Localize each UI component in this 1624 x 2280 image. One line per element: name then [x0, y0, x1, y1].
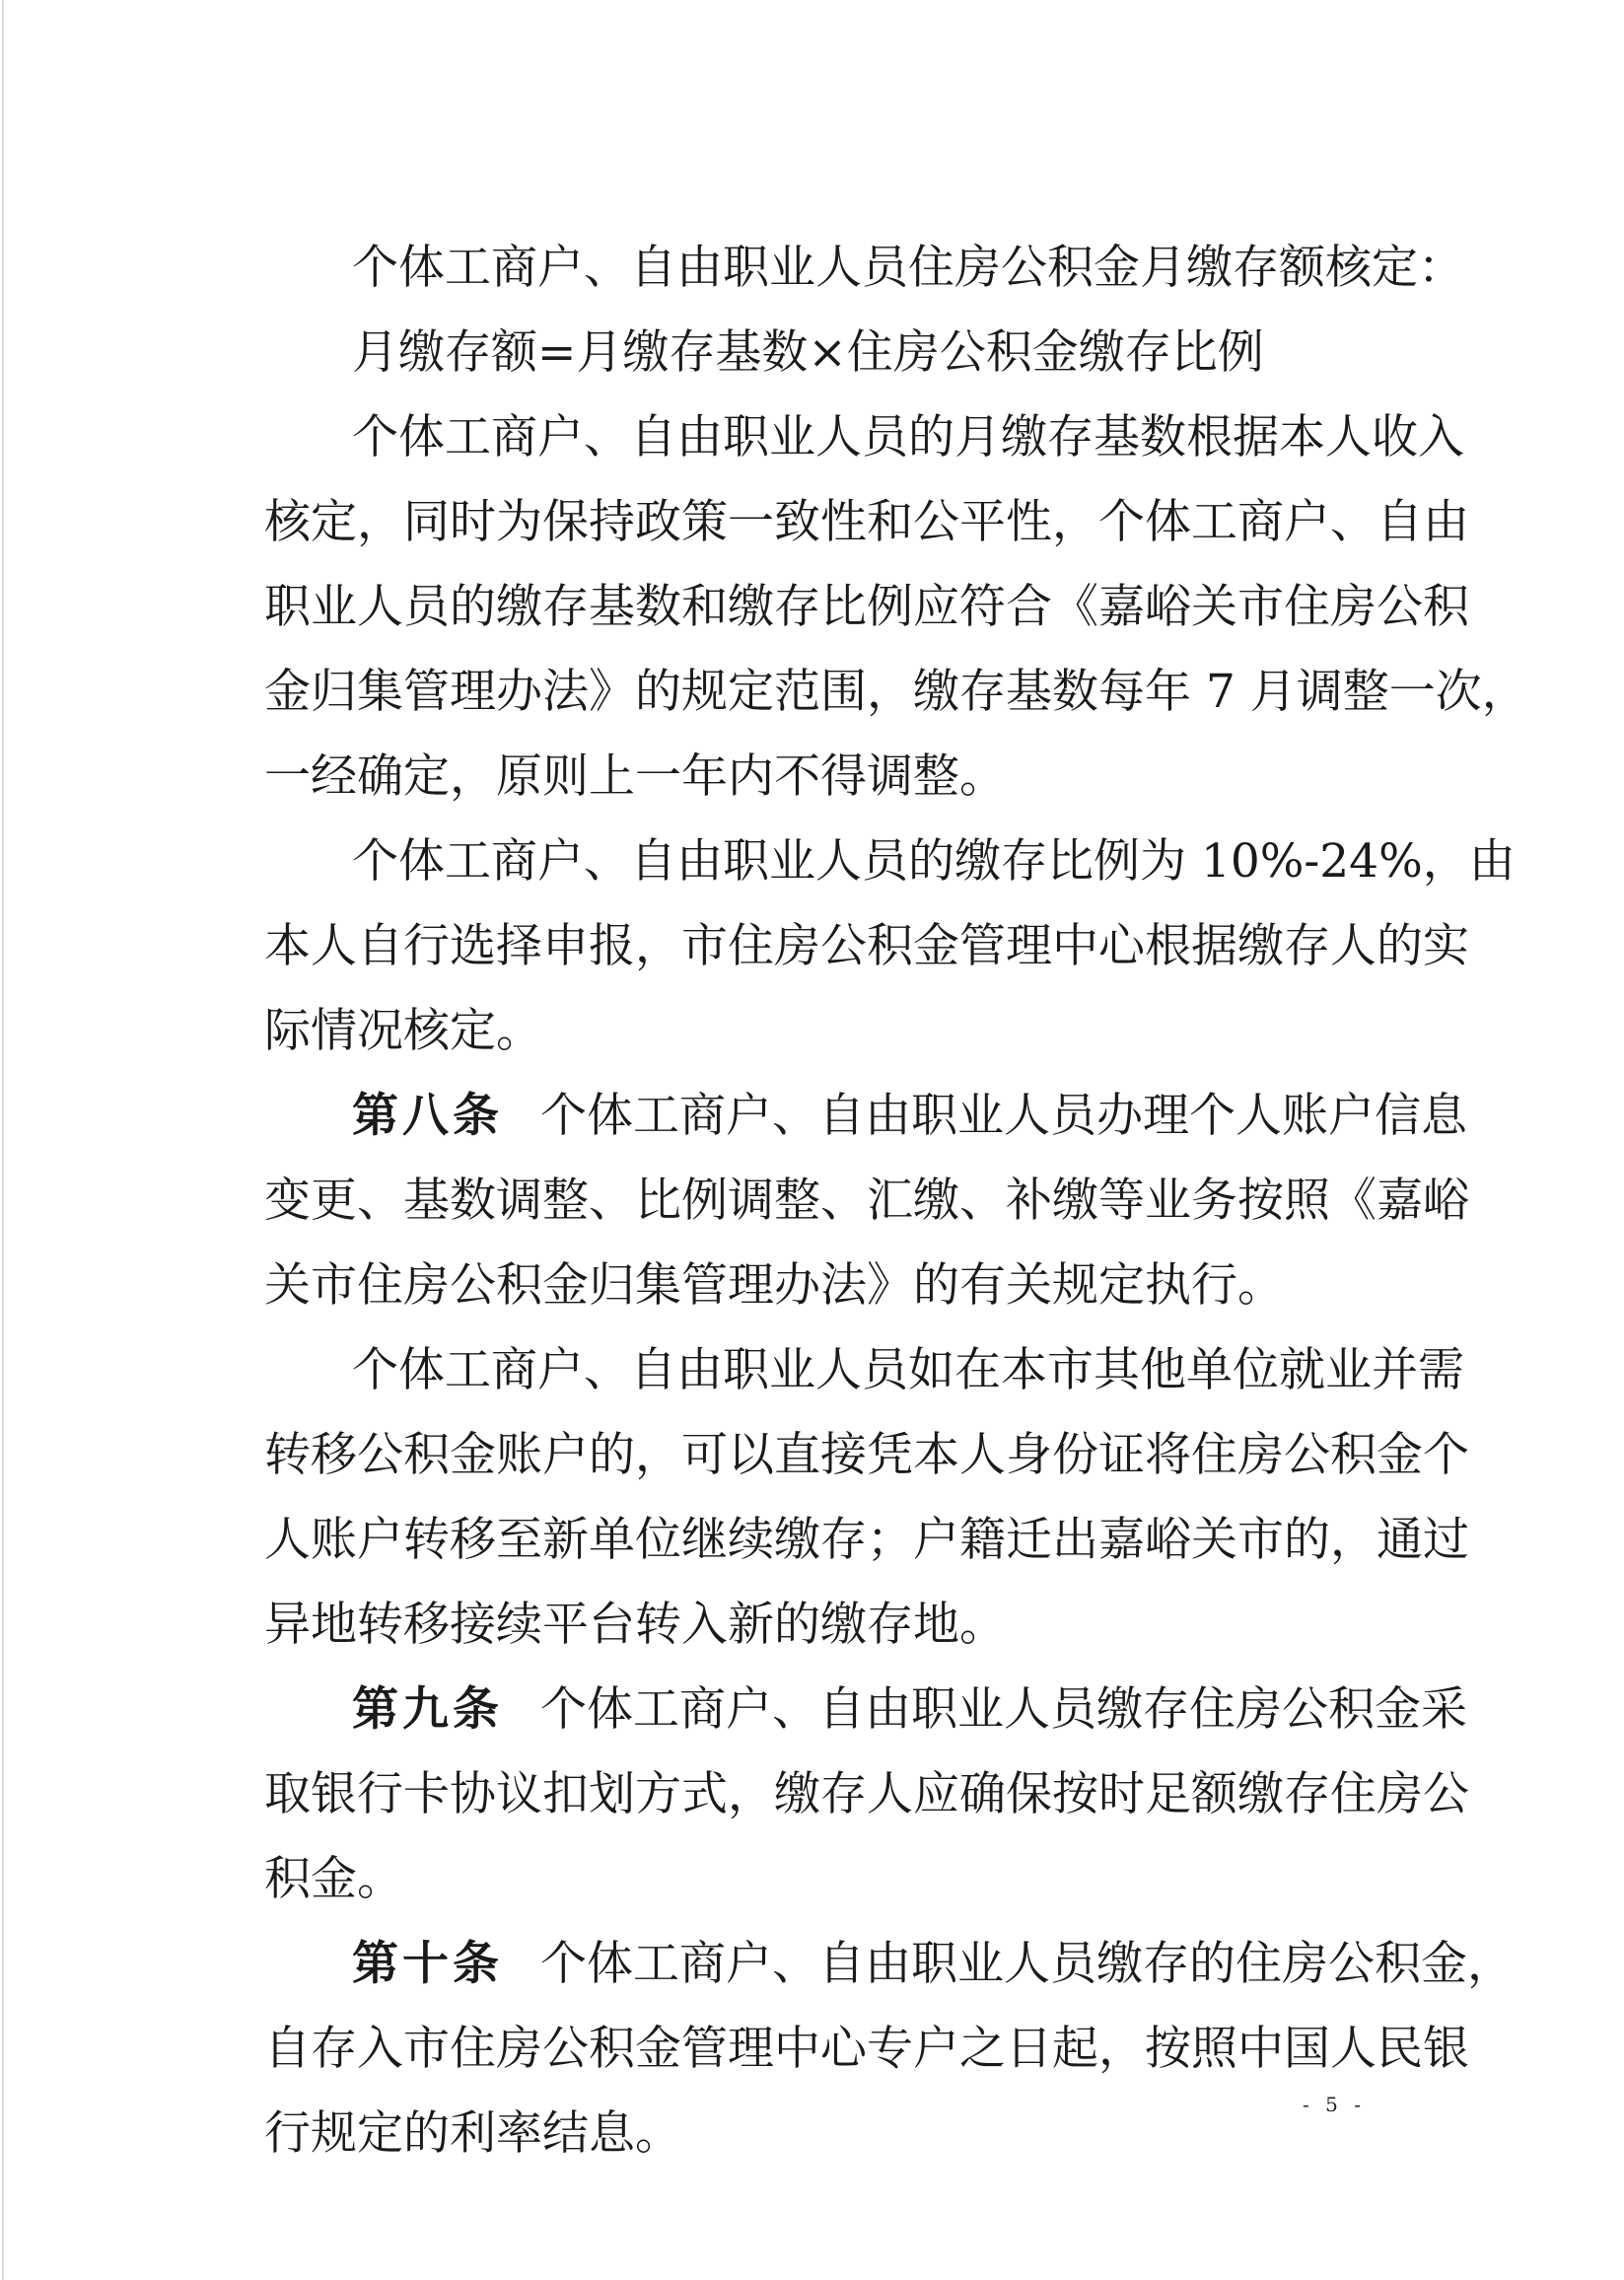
paragraph-line: 职业人员的缴存基数和缴存比例应符合《嘉峪关市住房公积 [264, 580, 1469, 634]
article-heading-8: 第八条 [352, 1089, 503, 1143]
paragraph-text: 个体工商户、自由职业人员缴存的住房公积金， [540, 1937, 1514, 1991]
paragraph-line: 核定，同时为保持政策一致性和公平性，个体工商户、自由 [264, 495, 1469, 549]
paragraph-line: 金归集管理办法》的规定范围，缴存基数每年 7 月调整一次， [264, 665, 1528, 719]
article-heading-9: 第九条 [352, 1682, 503, 1737]
paragraph-line: 行规定的利率结息。 [264, 2106, 681, 2161]
paragraph-line: 人账户转移至新单位继续缴存；户籍迁出嘉峪关市的，通过 [264, 1513, 1469, 1567]
paragraph-text: 个体工商户、自由职业人员办理个人账户信息 [540, 1089, 1467, 1143]
paragraph-line: 际情况核定。 [264, 1004, 542, 1058]
article-10-first-line [352, 1925, 1514, 2004]
paragraph-line: 个体工商户、自由职业人员的月缴存基数根据本人收入 [352, 410, 1464, 464]
article-9-first-line [352, 1671, 1467, 1749]
paragraph-line: 个体工商户、自由职业人员如在本市其他单位就业并需 [352, 1343, 1464, 1397]
paragraph-line: 本人自行选择申报，市住房公积金管理中心根据缴存人的实 [264, 919, 1469, 973]
paragraph-line: 积金。 [264, 1852, 403, 1906]
paragraph-line: 异地转移接续平台转入新的缴存地。 [264, 1598, 1006, 1652]
paragraph-line: 取银行卡协议扣划方式，缴存人应确保按时足额缴存住房公 [264, 1767, 1469, 1821]
article-heading-10: 第十条 [352, 1937, 503, 1991]
paragraph-line: 个体工商户、自由职业人员的缴存比例为 10%-24%，由 [352, 834, 1516, 889]
scan-edge-shadow [2, 0, 4, 2280]
formula-line: 月缴存额=月缴存基数×住房公积金缴存比例 [352, 325, 1264, 380]
paragraph-line: 自存入市住房公积金管理中心专户之日起，按照中国人民银 [264, 2022, 1469, 2076]
page-number: - 5 - [1303, 2093, 1366, 2116]
article-8-first-line [352, 1077, 1467, 1156]
paragraph-line: 关市住房公积金归集管理办法》的有关规定执行。 [264, 1258, 1284, 1313]
paragraph-line: 个体工商户、自由职业人员住房公积金月缴存额核定： [352, 241, 1464, 295]
paragraph-text: 个体工商户、自由职业人员缴存住房公积金采 [540, 1682, 1467, 1737]
paragraph-line: 一经确定，原则上一年内不得调整。 [264, 749, 1006, 804]
paragraph-line: 变更、基数调整、比例调整、汇缴、补缴等业务按照《嘉峪 [264, 1174, 1469, 1228]
paragraph-line: 转移公积金账户的，可以直接凭本人身份证将住房公积金个 [264, 1428, 1469, 1482]
